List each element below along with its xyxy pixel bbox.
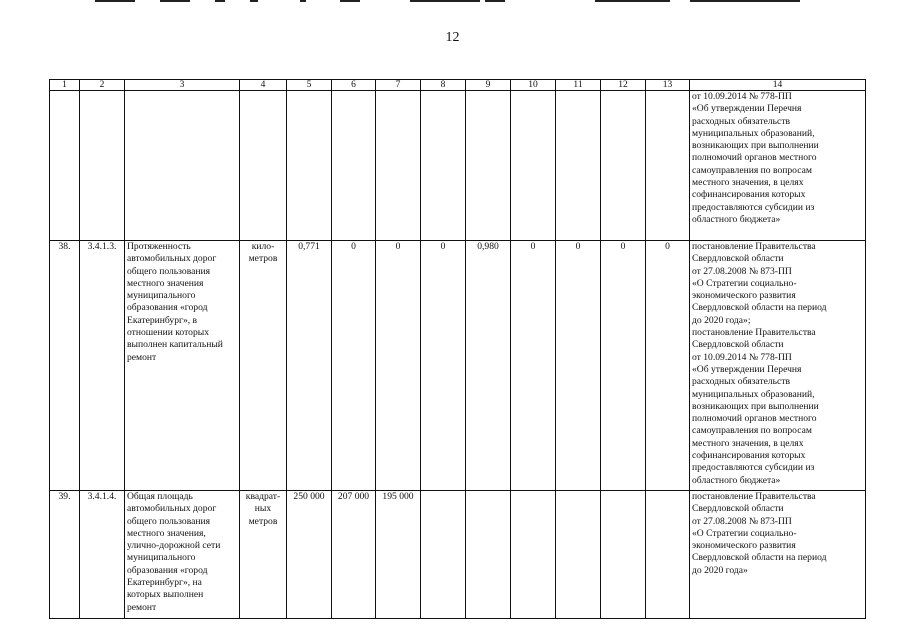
value-cell: 0 — [332, 241, 376, 491]
header-cell: 9 — [466, 80, 511, 91]
value-cell: 207 000 — [332, 491, 376, 619]
value-cell: 195 000 — [376, 491, 421, 619]
row-number-cell: 39. — [50, 491, 80, 619]
value-cell: 0 — [511, 241, 556, 491]
value-cell — [466, 91, 511, 241]
value-cell: 0 — [646, 241, 690, 491]
header-cell: 5 — [287, 80, 332, 91]
header-cell: 10 — [511, 80, 556, 91]
value-cell — [376, 91, 421, 241]
value-cell: 250 000 — [287, 491, 332, 619]
value-cell — [646, 491, 690, 619]
unit-cell — [240, 91, 287, 241]
header-cell: 3 — [125, 80, 240, 91]
value-cell — [601, 91, 646, 241]
code-cell — [80, 91, 125, 241]
scan-edge-marks — [0, 0, 905, 4]
value-cell: 0 — [556, 241, 601, 491]
header-cell: 13 — [646, 80, 690, 91]
value-cell — [421, 91, 466, 241]
indicator-name-cell: Общая площадь автомобильных дорог общего пользования местного значения, улично-дорожной сети муниципального образования «город Екатеринбург», на которых выполнен ремонт — [125, 491, 240, 619]
page-number: 12 — [445, 30, 460, 45]
value-cell — [466, 491, 511, 619]
legal-basis-cell: постановление Правительства Свердловской области от 27.08.2008 № 873-ПП «О Стратегии социально- экономического развития Свердловской области на период до 2020 года»; постановление Правительства Свердловской области от 10.09.2014 № 778-ПП «Об утверждении Перечня расходных обязательств муниципальных образований, возникающих при выполнении полномочий органов местного самоуправления по вопросам местного значения, в целях софинансирования которых предоставляются субсидии из областного бюджета» — [690, 241, 866, 491]
value-cell — [421, 491, 466, 619]
header-cell: 1 — [50, 80, 80, 91]
unit-cell: кило- метров — [240, 241, 287, 491]
code-cell: 3.4.1.3. — [80, 241, 125, 491]
value-cell: 0 — [421, 241, 466, 491]
header-cell: 7 — [376, 80, 421, 91]
legal-basis-cell: постановление Правительства Свердловской области от 27.08.2008 № 873-ПП «О Стратегии социально- экономического развития Свердловской области на период до 2020 года» — [690, 491, 866, 619]
code-cell: 3.4.1.4. — [80, 491, 125, 619]
value-cell — [556, 491, 601, 619]
value-cell: 0,980 — [466, 241, 511, 491]
table-row — [50, 91, 866, 241]
row-number-cell — [50, 91, 80, 241]
value-cell: 0 — [376, 241, 421, 491]
value-cell — [511, 91, 556, 241]
indicator-name-cell — [125, 91, 240, 241]
value-cell — [556, 91, 601, 241]
indicators-table — [49, 79, 866, 619]
value-cell — [601, 491, 646, 619]
value-cell: 0 — [601, 241, 646, 491]
indicator-name-cell: Протяженность автомобильных дорог общего пользования местного значения муниципального образования «город Екатеринбург», в отношении которых выполнен капитальный ремонт — [125, 241, 240, 491]
value-cell — [511, 491, 556, 619]
unit-cell: квадрат- ных метров — [240, 491, 287, 619]
header-cell: 4 — [240, 80, 287, 91]
header-cell: 6 — [332, 80, 376, 91]
value-cell: 0,771 — [287, 241, 332, 491]
table-header-row — [50, 80, 866, 91]
header-cell: 14 — [690, 80, 866, 91]
table-row — [50, 241, 866, 491]
row-number-cell: 38. — [50, 241, 80, 491]
table-row — [50, 491, 866, 619]
value-cell — [646, 91, 690, 241]
header-cell: 11 — [556, 80, 601, 91]
value-cell — [287, 91, 332, 241]
value-cell — [332, 91, 376, 241]
header-cell: 2 — [80, 80, 125, 91]
header-cell: 12 — [601, 80, 646, 91]
legal-basis-cell: от 10.09.2014 № 778-ПП «Об утверждении Перечня расходных обязательств муниципальных образований, возникающих при выполнении полномочий органов местного самоуправления по вопросам местного значения, в целях софинансирования которых предоставляются субсидии из областного бюджета» — [690, 91, 866, 241]
header-cell: 8 — [421, 80, 466, 91]
